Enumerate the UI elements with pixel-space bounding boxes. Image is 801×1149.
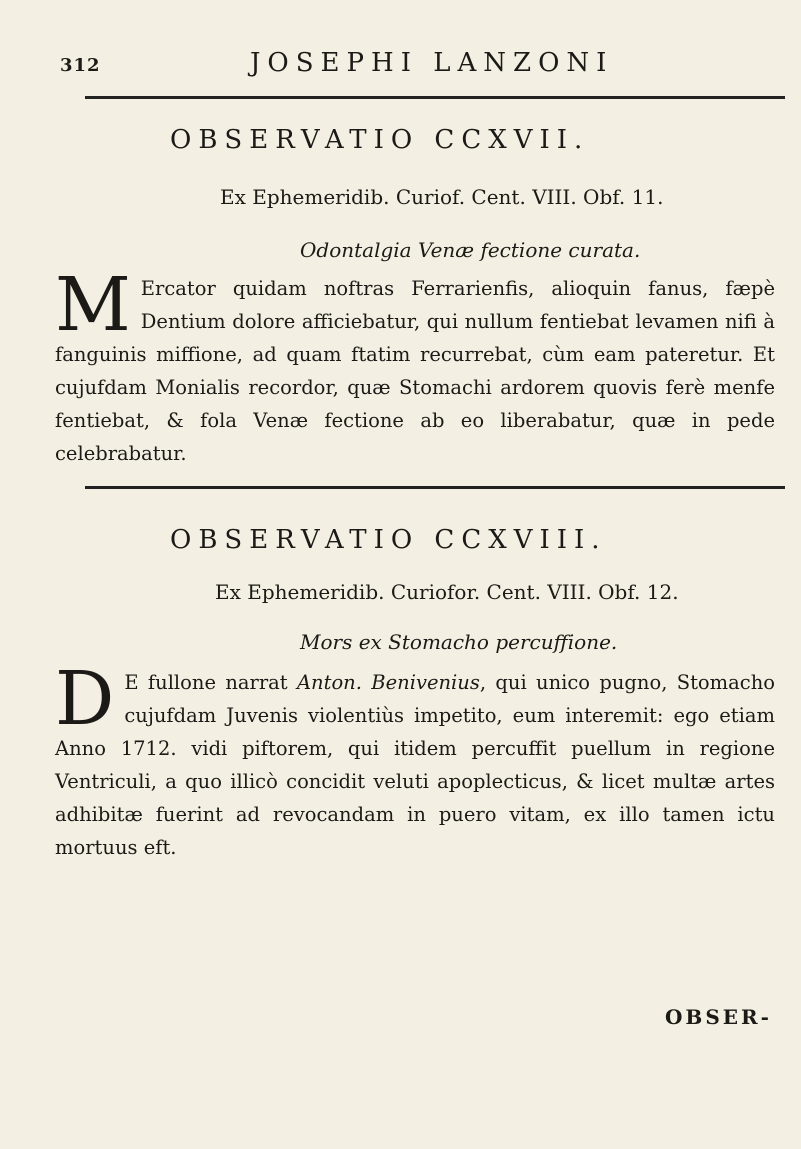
observation-subtitle: Mors ex Stomacho percuffione.	[300, 630, 618, 654]
section-rule	[85, 486, 785, 489]
observation-source: Ex Ephemeridib. Curiof. Cent. VIII. Obf. 11.	[220, 185, 664, 209]
observation-text: E fullone narrat	[124, 671, 297, 694]
drop-cap: D	[55, 656, 115, 742]
observation-body	[55, 656, 775, 864]
observation-text: Ercator quidam noftras Ferrarienfis, alioquin fanus, fæpè Dentium dolore afficiebatur, qui nullum fentiebat levamen nifi à fanguinis miffione, ad quam ftatim recurrebat, cùm eam pateretur. Et cujufdam Monialis recordor, quæ Stomachi ardorem quovis ferè menfe fentiebat, & fola Venæ fectione ab eo liberabatur, quæ in pede celebrabatur.	[55, 277, 775, 465]
observation-text-cont: , qui unico pugno, Stomacho cujufdam Juvenis violentiùs impetito, eum interemit: ego etiam Anno 1712. vidi piftorem, qui itidem percuffit puellum in regione Ventriculi, a quo illicò concidit veluti apoplecticus, & licet multæ artes adhibitæ fuerint ad revocandam in puero vitam, ex illo tamen ictu mortuus eft.	[55, 671, 775, 859]
author-name: Anton. Benivenius	[296, 671, 480, 694]
observation-source: Ex Ephemeridib. Curiofor. Cent. VIII. Obf. 12.	[215, 580, 679, 604]
observation-subtitle: Odontalgia Venæ fectione curata.	[300, 238, 641, 262]
observation-title: OBSERVATIO CCXVII.	[170, 125, 590, 155]
page-number: 312	[60, 55, 101, 76]
header-rule	[85, 96, 785, 99]
observation-body	[55, 262, 775, 470]
drop-cap: M	[55, 262, 131, 348]
catchword: OBSER-	[665, 1005, 772, 1029]
observation-title: OBSERVATIO CCXVIII.	[170, 525, 607, 555]
running-head: JOSEPHI LANZONI	[250, 48, 614, 78]
